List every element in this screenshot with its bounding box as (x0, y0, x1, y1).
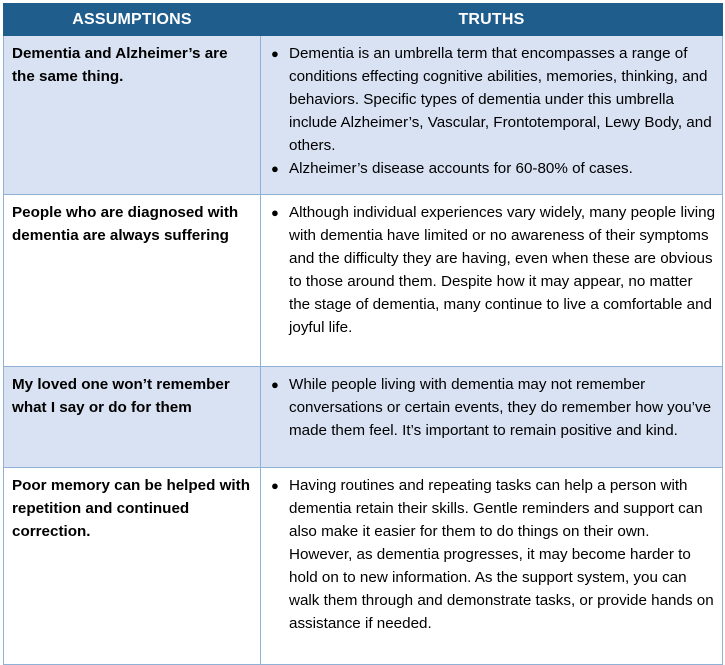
assumption-cell: Poor memory can be helped with repetition and continued correction. (4, 468, 261, 665)
table-row (4, 367, 723, 468)
truth-item (271, 42, 716, 157)
truth-cell (261, 367, 723, 468)
assumption-cell: My loved one won’t remember what I say or do for them (4, 367, 261, 468)
truth-cell (261, 195, 723, 367)
truths-column-header: TRUTHS (261, 4, 723, 36)
truth-item (271, 201, 716, 339)
table-row (4, 195, 723, 367)
assumptions-truths-table-wrapper (3, 3, 722, 665)
truth-list (271, 373, 716, 442)
assumption-cell: People who are diagnosed with dementia are always suffering (4, 195, 261, 367)
truth-list (271, 474, 716, 635)
truth-item (271, 474, 716, 635)
bullet-icon: ● (271, 161, 279, 176)
truth-item (271, 373, 716, 442)
truth-text: Alzheimer’s disease accounts for 60-80% of cases. (289, 160, 633, 177)
truth-text: Although individual experiences vary widely, many people living with dementia have limited or no awareness of their symptoms and the difficulty they are having, even when these are obvious to those around them. Despite how it may appear, no matter the stage of dementia, many continue to live a comfortable and joyful life. (289, 204, 716, 336)
bullet-icon: ● (271, 377, 279, 392)
truth-text: While people living with dementia may not remember conversations or certain events, they do remember how you’ve made them feel. It’s important to remain positive and kind. (289, 376, 712, 439)
assumption-cell: Dementia and Alzheimer’s are the same thing. (4, 36, 261, 195)
truth-cell (261, 468, 723, 665)
bullet-icon: ● (271, 46, 279, 61)
truth-text: Having routines and repeating tasks can help a person with dementia retain their skills. Gentle reminders and support can also make it easier for them to do things on their own. However, as dementia progresses, it may become harder to hold on to new information. As the support system, you can walk them through and demonstrate tasks, or provide hands on assistance if needed. (289, 477, 714, 632)
truth-list (271, 201, 716, 339)
truth-cell (261, 36, 723, 195)
assumptions-truths-table (3, 3, 723, 665)
assumptions-column-header: ASSUMPTIONS (4, 4, 261, 36)
bullet-icon: ● (271, 478, 279, 493)
truth-list (271, 42, 716, 180)
truth-text: Dementia is an umbrella term that encompasses a range of conditions effecting cognitive abilities, memories, thinking, and behaviors. Specific types of dementia under this umbrella include Alzheimer’s, Vascular, Frontotemporal, Lewy Body, and others. (289, 45, 712, 154)
table-row (4, 468, 723, 665)
table-header-row (4, 4, 723, 36)
bullet-icon: ● (271, 205, 279, 220)
truth-item (271, 157, 716, 180)
table-row (4, 36, 723, 195)
